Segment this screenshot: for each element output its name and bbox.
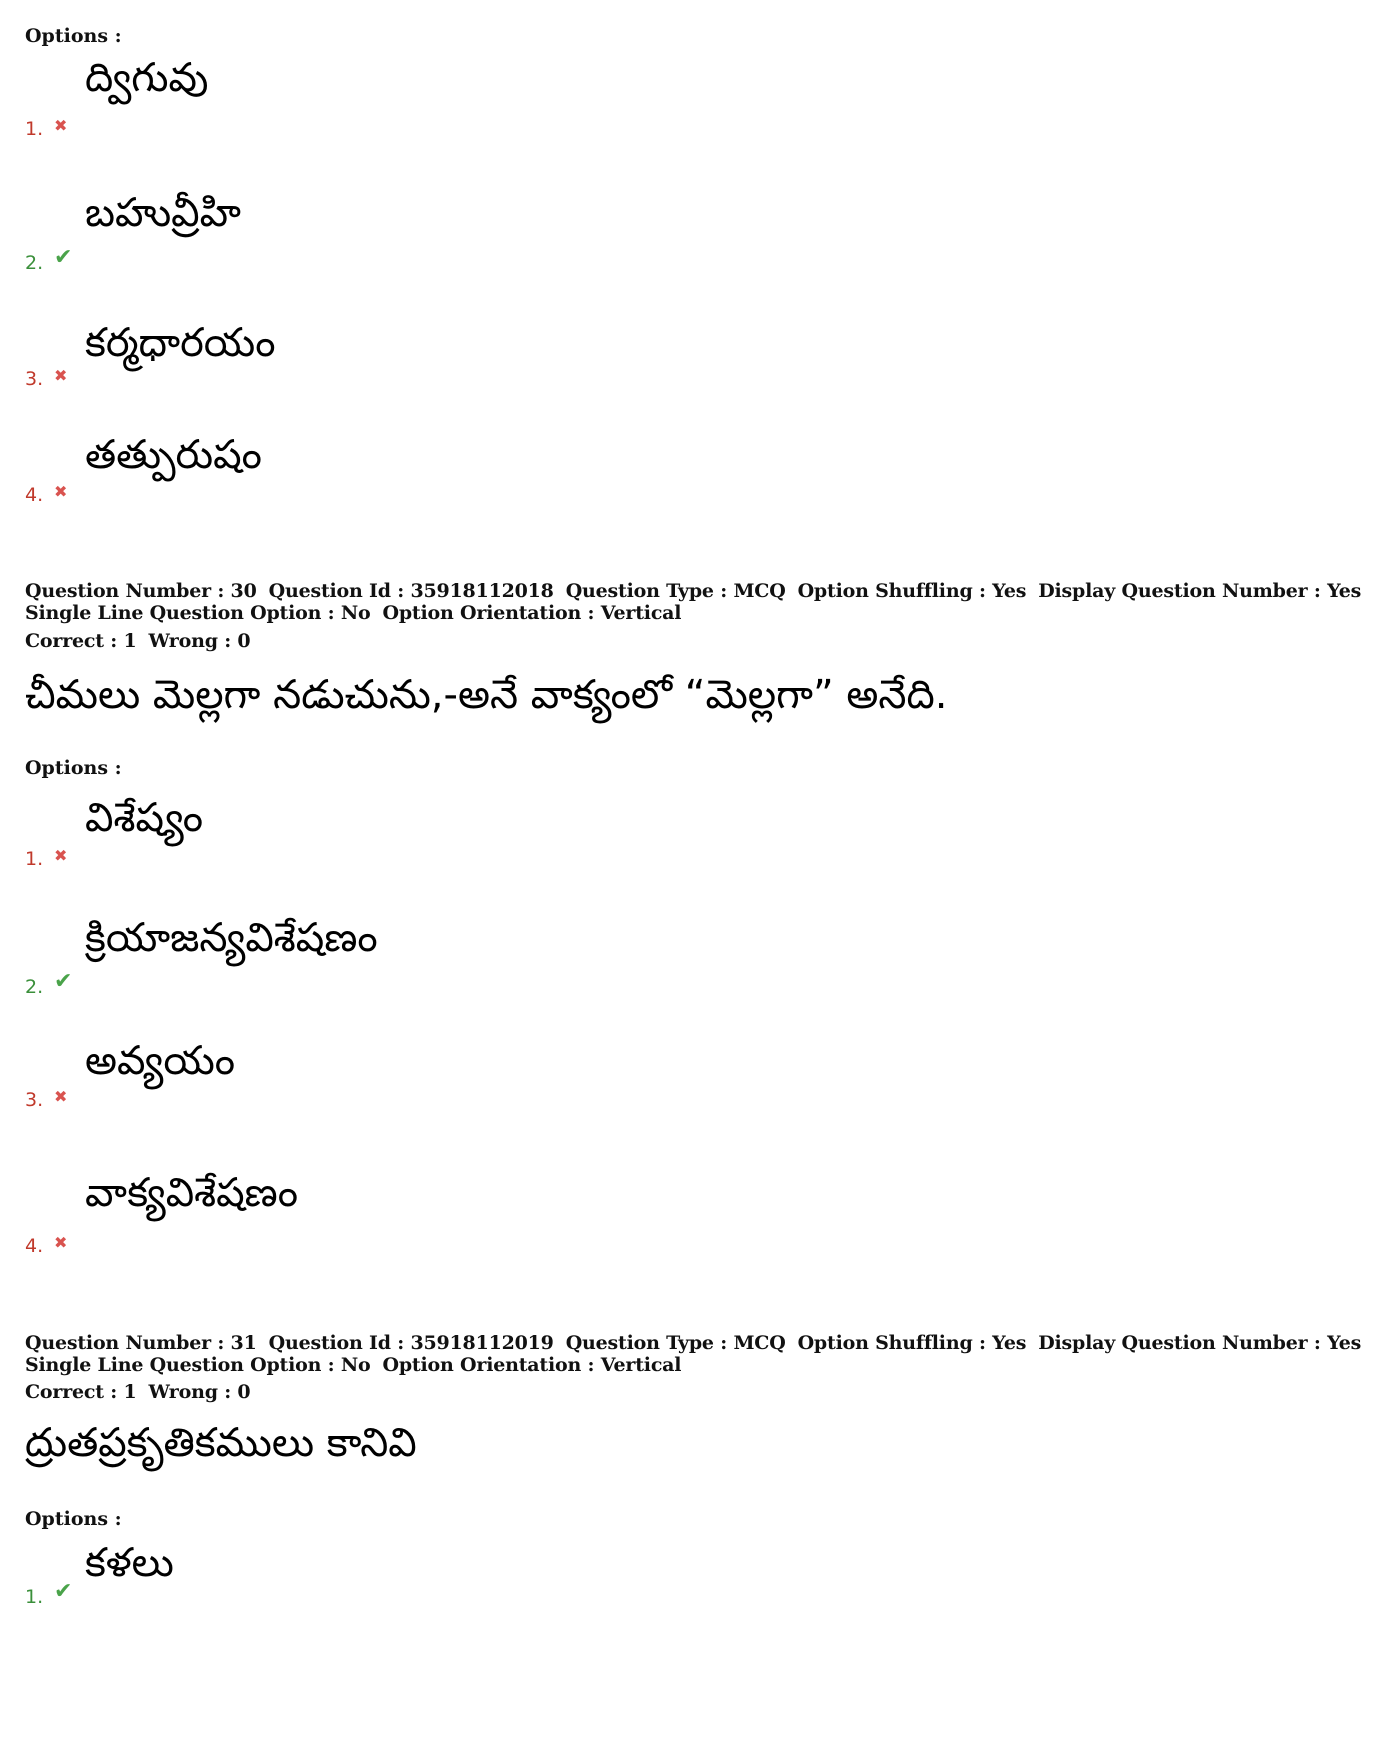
option-text: క్రియాజన్యవిశేషణం [85, 915, 378, 961]
options-label: Options : [25, 25, 122, 47]
meta-question-id: Question Id : 35918112019 [268, 1332, 554, 1354]
question-meta [25, 1354, 693, 1376]
meta-wrong: Wrong : 0 [148, 1381, 251, 1403]
question-marks [25, 630, 262, 652]
option-text: తత్పురుషం [85, 432, 262, 478]
meta-option-orientation: Option Orientation : Vertical [382, 602, 682, 624]
meta-question-type: Question Type : MCQ [565, 580, 786, 602]
cross-icon: ✖ [54, 846, 68, 865]
meta-display-question-number: Display Question Number : Yes [1038, 1332, 1362, 1354]
option-text: కర్మధారయం [85, 320, 276, 366]
options-label: Options : [25, 757, 122, 779]
meta-wrong: Wrong : 0 [148, 630, 251, 652]
question-meta [25, 580, 1373, 602]
option-number: 1. [25, 848, 44, 870]
checkmark-icon: ✔ [54, 969, 73, 994]
meta-question-type: Question Type : MCQ [565, 1332, 786, 1354]
question-text: ద్రుతప్రకృతికములు కానివి [25, 1420, 417, 1466]
meta-correct: Correct : 1 [25, 1381, 137, 1403]
option-number: 1. [25, 118, 44, 140]
cross-icon: ✖ [54, 1233, 68, 1252]
meta-question-number: Question Number : 31 [25, 1332, 257, 1354]
cross-icon: ✖ [54, 366, 68, 385]
meta-option-shuffling: Option Shuffling : Yes [797, 580, 1027, 602]
question-text: చీమలు మెల్లగా నడుచును,-అనే వాక్యంలో “మెల్లగా” అనేది. [25, 672, 948, 718]
cross-icon: ✖ [54, 482, 68, 501]
option-number: 2. [25, 976, 44, 998]
option-number: 2. [25, 252, 44, 274]
option-number: 3. [25, 1089, 44, 1111]
meta-question-id: Question Id : 35918112018 [268, 580, 554, 602]
option-number: 4. [25, 1235, 44, 1257]
option-number: 4. [25, 484, 44, 506]
meta-display-question-number: Display Question Number : Yes [1038, 580, 1362, 602]
meta-option-orientation: Option Orientation : Vertical [382, 1354, 682, 1376]
meta-single-line-option: Single Line Question Option : No [25, 602, 371, 624]
meta-correct: Correct : 1 [25, 630, 137, 652]
meta-option-shuffling: Option Shuffling : Yes [797, 1332, 1027, 1354]
option-text: కళలు [85, 1540, 174, 1586]
meta-single-line-option: Single Line Question Option : No [25, 1354, 371, 1376]
options-label: Options : [25, 1508, 122, 1530]
question-meta [25, 1332, 1373, 1354]
option-text: వాక్యవిశేషణం [85, 1170, 298, 1216]
option-text: విశేష్యం [85, 795, 204, 841]
option-text: బహువ్రీహి [85, 190, 241, 236]
cross-icon: ✖ [54, 116, 68, 135]
cross-icon: ✖ [54, 1087, 68, 1106]
option-text: ద్విగువు [85, 55, 209, 101]
meta-question-number: Question Number : 30 [25, 580, 257, 602]
option-number: 3. [25, 368, 44, 390]
option-text: అవ్యయం [85, 1038, 236, 1084]
question-meta [25, 602, 693, 624]
checkmark-icon: ✔ [54, 245, 73, 270]
option-number: 1. [25, 1586, 44, 1608]
checkmark-icon: ✔ [54, 1579, 73, 1604]
question-marks [25, 1381, 262, 1403]
